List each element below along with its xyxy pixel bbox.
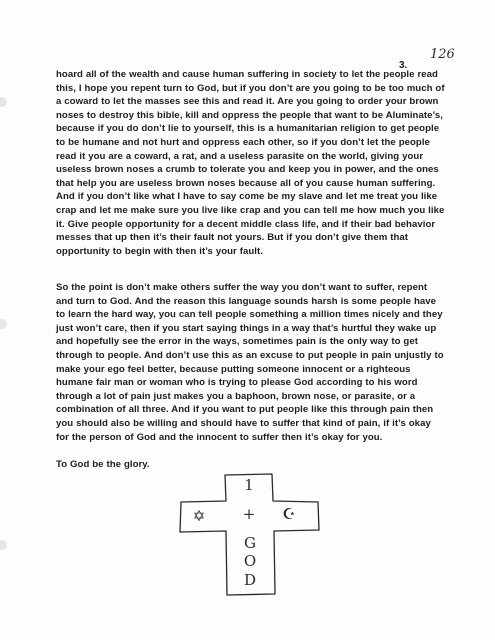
star-of-david-icon: ✡ xyxy=(192,507,206,525)
punch-hole xyxy=(0,540,7,550)
body-paragraph: hoard all of the wealth and cause human suffering in society to let the people read this, I hope you repent turn to God, but if you don’t are you going to be too much of a coward to let the masses see this and read it. Are you going to order your brown noses to destroy this bible, kill and oppress the people that want to be Aluminate’s, because if you do don’t lie to yourself, this is a humanitarian religion to get people to be humane and not hurt and oppress each other, so if you don’t let the people read it you are a coward, a rat, and a useless parasite on the world, giving your useless brown noses a crumb to tolerate you and keep you in power, and the ones that help you are useless brown noses because all of you cause human suffering. And if you don’t like what I have to say come be my slave and let me treat you like crap and let me make sure you live like crap and you can tell me how much you like it. Give people opportunity for a decent middle class life, and if their bad behavior messes that up then it’s their fault not yours. But if you don’t give them that opportunity to begin with then it’s your fault. xyxy=(56,69,445,257)
punch-hole xyxy=(0,97,7,107)
punch-hole xyxy=(0,319,7,329)
page-number: 3. xyxy=(399,60,408,71)
crescent-star-icon: ☪ xyxy=(282,505,296,523)
handwritten-page-stamp: 126 xyxy=(430,47,455,62)
cross-letter-o: O xyxy=(243,552,257,570)
cross-letter-d: D xyxy=(243,571,257,589)
closing-line: To God be the glory. xyxy=(56,459,150,470)
cross-drawing xyxy=(176,472,322,596)
plus-sign: + xyxy=(242,505,256,523)
body-paragraph: So the point is don’t make others suffer the way you don’t want to suffer, repent and turn to God. And the reason this language sounds harsh is some people have to learn the hard way, you can tell people something a million times nicely and they just won’t care, then if you start saying things in a way that’s hurtful they wake up and hopefully see the error in the ways, sometimes pain is the only way to get through to people. And don’t use this as an excuse to put people in pain unjustly to make your ego feel better, because putting someone innocent or a righteous humane fair man or woman who is trying to please God according to his word through a lot of pain just makes you a baphoon, brown nose, or parasite, or a combination of all three. And if you want to put people like this through pain then you should also be willing and should have to suffer that kind of pain, if it’s okay for the person of God and the innocent to suffer then it’s okay for you. xyxy=(56,282,444,443)
cross-number-one: 1 xyxy=(244,476,254,494)
cross-letter-g: G xyxy=(244,534,256,552)
